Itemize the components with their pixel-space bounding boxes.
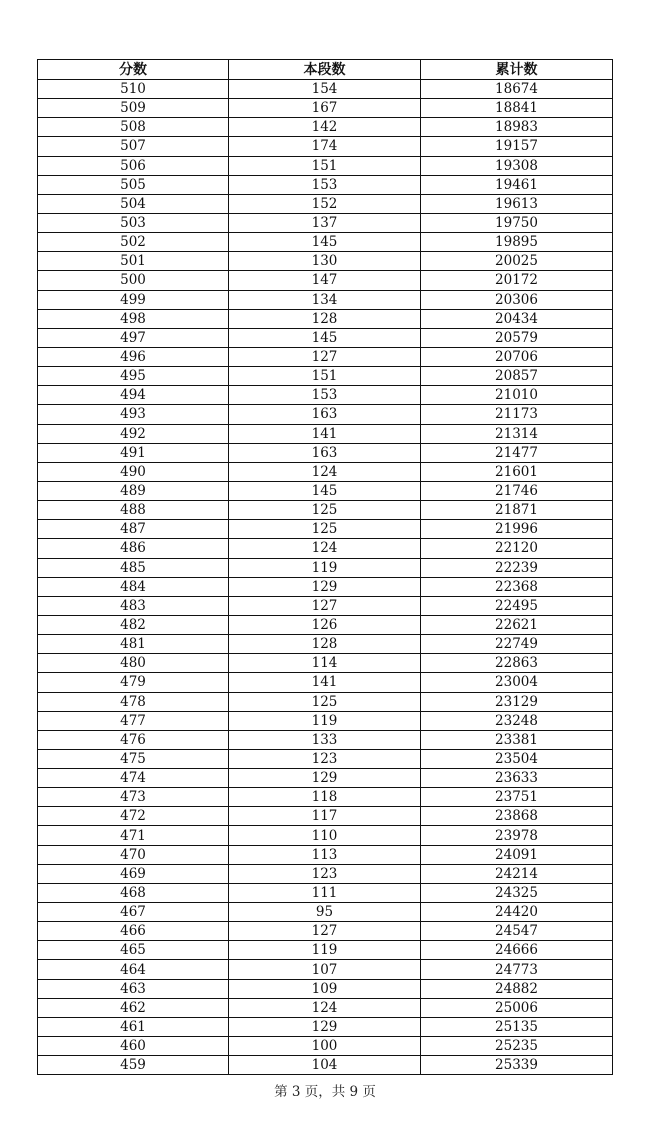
table-row [38, 462, 613, 481]
score-cell: 500 [38, 271, 229, 290]
score-cell: 461 [38, 1017, 229, 1036]
score-cell: 498 [38, 309, 229, 328]
segment-count-cell: 141 [229, 673, 421, 692]
table-row [38, 328, 613, 347]
table-row [38, 137, 613, 156]
score-cell: 486 [38, 539, 229, 558]
score-cell: 465 [38, 941, 229, 960]
score-cell: 497 [38, 328, 229, 347]
score-cell: 467 [38, 903, 229, 922]
segment-count-cell: 124 [229, 539, 421, 558]
cumulative-count-cell: 22863 [421, 654, 613, 673]
segment-count-cell: 119 [229, 941, 421, 960]
segment-count-cell: 114 [229, 654, 421, 673]
segment-count-cell: 163 [229, 405, 421, 424]
segment-count-cell: 123 [229, 864, 421, 883]
score-cell: 483 [38, 596, 229, 615]
cumulative-count-cell: 24882 [421, 979, 613, 998]
header-segment-count: 本段数 [229, 60, 421, 80]
cumulative-count-cell: 20434 [421, 309, 613, 328]
segment-count-cell: 129 [229, 577, 421, 596]
segment-count-cell: 119 [229, 711, 421, 730]
table-row [38, 769, 613, 788]
cumulative-count-cell: 21996 [421, 520, 613, 539]
cumulative-count-cell: 23504 [421, 749, 613, 768]
table-row [38, 386, 613, 405]
cumulative-count-cell: 21871 [421, 501, 613, 520]
score-cell: 475 [38, 749, 229, 768]
cumulative-count-cell: 24547 [421, 922, 613, 941]
score-cell: 477 [38, 711, 229, 730]
segment-count-cell: 128 [229, 309, 421, 328]
segment-count-cell: 113 [229, 845, 421, 864]
table-row [38, 424, 613, 443]
cumulative-count-cell: 21173 [421, 405, 613, 424]
table-row [38, 788, 613, 807]
score-cell: 492 [38, 424, 229, 443]
segment-count-cell: 129 [229, 1017, 421, 1036]
score-cell: 472 [38, 807, 229, 826]
segment-count-cell: 167 [229, 99, 421, 118]
score-cell: 499 [38, 290, 229, 309]
segment-count-cell: 133 [229, 730, 421, 749]
segment-count-cell: 127 [229, 922, 421, 941]
table-row [38, 290, 613, 309]
cumulative-count-cell: 19613 [421, 194, 613, 213]
score-cell: 506 [38, 156, 229, 175]
cumulative-count-cell: 25006 [421, 998, 613, 1017]
score-cell: 491 [38, 443, 229, 462]
cumulative-count-cell: 19308 [421, 156, 613, 175]
cumulative-count-cell: 24214 [421, 864, 613, 883]
cumulative-count-cell: 19895 [421, 233, 613, 252]
score-cell: 493 [38, 405, 229, 424]
cumulative-count-cell: 21601 [421, 462, 613, 481]
cumulative-count-cell: 23868 [421, 807, 613, 826]
table-row [38, 807, 613, 826]
score-cell: 469 [38, 864, 229, 883]
cumulative-count-cell: 25339 [421, 1056, 613, 1075]
score-cell: 481 [38, 635, 229, 654]
cumulative-count-cell: 22749 [421, 635, 613, 654]
segment-count-cell: 145 [229, 328, 421, 347]
table-row [38, 941, 613, 960]
table-row [38, 558, 613, 577]
table-row [38, 998, 613, 1017]
cumulative-count-cell: 23129 [421, 692, 613, 711]
segment-count-cell: 117 [229, 807, 421, 826]
score-cell: 489 [38, 481, 229, 500]
table-row [38, 922, 613, 941]
table-row [38, 577, 613, 596]
table-row [38, 615, 613, 634]
cumulative-count-cell: 22368 [421, 577, 613, 596]
segment-count-cell: 128 [229, 635, 421, 654]
cumulative-count-cell: 24420 [421, 903, 613, 922]
page-footer: 第 3 页，共 9 页 [274, 1084, 376, 1100]
cumulative-count-cell: 20579 [421, 328, 613, 347]
table-row [38, 118, 613, 137]
table-row [38, 213, 613, 232]
header-cumulative-count: 累计数 [421, 60, 613, 80]
table-row [38, 903, 613, 922]
cumulative-count-cell: 25235 [421, 1037, 613, 1056]
segment-count-cell: 145 [229, 233, 421, 252]
score-cell: 494 [38, 386, 229, 405]
segment-count-cell: 107 [229, 960, 421, 979]
segment-count-cell: 137 [229, 213, 421, 232]
table-row [38, 1037, 613, 1056]
segment-count-cell: 125 [229, 501, 421, 520]
table-row [38, 175, 613, 194]
score-cell: 480 [38, 654, 229, 673]
cumulative-count-cell: 20306 [421, 290, 613, 309]
segment-count-cell: 110 [229, 826, 421, 845]
score-cell: 478 [38, 692, 229, 711]
segment-count-cell: 154 [229, 80, 421, 99]
segment-count-cell: 123 [229, 749, 421, 768]
segment-count-cell: 151 [229, 367, 421, 386]
cumulative-count-cell: 23248 [421, 711, 613, 730]
segment-count-cell: 95 [229, 903, 421, 922]
segment-count-cell: 134 [229, 290, 421, 309]
cumulative-count-cell: 24773 [421, 960, 613, 979]
table-row [38, 347, 613, 366]
table-row [38, 979, 613, 998]
table-row [38, 405, 613, 424]
score-cell: 474 [38, 769, 229, 788]
segment-count-cell: 142 [229, 118, 421, 137]
table-row [38, 501, 613, 520]
score-cell: 479 [38, 673, 229, 692]
cumulative-count-cell: 22120 [421, 539, 613, 558]
table-row [38, 692, 613, 711]
cumulative-count-cell: 19461 [421, 175, 613, 194]
cumulative-count-cell: 24325 [421, 883, 613, 902]
segment-count-cell: 100 [229, 1037, 421, 1056]
score-cell: 502 [38, 233, 229, 252]
segment-count-cell: 153 [229, 386, 421, 405]
score-cell: 470 [38, 845, 229, 864]
score-cell: 504 [38, 194, 229, 213]
score-cell: 464 [38, 960, 229, 979]
segment-count-cell: 104 [229, 1056, 421, 1075]
segment-count-cell: 109 [229, 979, 421, 998]
table-row [38, 233, 613, 252]
cumulative-count-cell: 24666 [421, 941, 613, 960]
score-cell: 463 [38, 979, 229, 998]
cumulative-count-cell: 20025 [421, 252, 613, 271]
segment-count-cell: 174 [229, 137, 421, 156]
score-distribution-table [37, 59, 613, 1075]
cumulative-count-cell: 25135 [421, 1017, 613, 1036]
table-row [38, 749, 613, 768]
segment-count-cell: 126 [229, 615, 421, 634]
table-row [38, 194, 613, 213]
cumulative-count-cell: 18841 [421, 99, 613, 118]
segment-count-cell: 141 [229, 424, 421, 443]
segment-count-cell: 153 [229, 175, 421, 194]
table-row [38, 635, 613, 654]
score-cell: 496 [38, 347, 229, 366]
header-score: 分数 [38, 60, 229, 80]
score-cell: 462 [38, 998, 229, 1017]
cumulative-count-cell: 23004 [421, 673, 613, 692]
segment-count-cell: 127 [229, 347, 421, 366]
segment-count-cell: 147 [229, 271, 421, 290]
score-cell: 468 [38, 883, 229, 902]
table-row [38, 443, 613, 462]
score-cell: 473 [38, 788, 229, 807]
score-cell: 509 [38, 99, 229, 118]
score-cell: 459 [38, 1056, 229, 1075]
table-row [38, 1056, 613, 1075]
score-cell: 501 [38, 252, 229, 271]
table-row [38, 960, 613, 979]
segment-count-cell: 151 [229, 156, 421, 175]
table-row [38, 826, 613, 845]
score-cell: 507 [38, 137, 229, 156]
score-cell: 484 [38, 577, 229, 596]
table-row [38, 156, 613, 175]
score-cell: 488 [38, 501, 229, 520]
cumulative-count-cell: 19157 [421, 137, 613, 156]
table-header-row [38, 60, 613, 80]
cumulative-count-cell: 19750 [421, 213, 613, 232]
segment-count-cell: 129 [229, 769, 421, 788]
cumulative-count-cell: 21746 [421, 481, 613, 500]
cumulative-count-cell: 20172 [421, 271, 613, 290]
segment-count-cell: 124 [229, 462, 421, 481]
table-row [38, 730, 613, 749]
segment-count-cell: 111 [229, 883, 421, 902]
segment-count-cell: 125 [229, 692, 421, 711]
cumulative-count-cell: 18983 [421, 118, 613, 137]
segment-count-cell: 130 [229, 252, 421, 271]
cumulative-count-cell: 18674 [421, 80, 613, 99]
table-row [38, 1017, 613, 1036]
score-cell: 490 [38, 462, 229, 481]
cumulative-count-cell: 20706 [421, 347, 613, 366]
table-row [38, 99, 613, 118]
table-row [38, 673, 613, 692]
score-cell: 505 [38, 175, 229, 194]
table-row [38, 252, 613, 271]
cumulative-count-cell: 20857 [421, 367, 613, 386]
score-cell: 510 [38, 80, 229, 99]
segment-count-cell: 125 [229, 520, 421, 539]
table-row [38, 539, 613, 558]
cumulative-count-cell: 23633 [421, 769, 613, 788]
cumulative-count-cell: 23978 [421, 826, 613, 845]
segment-count-cell: 127 [229, 596, 421, 615]
cumulative-count-cell: 22239 [421, 558, 613, 577]
table-row [38, 883, 613, 902]
score-cell: 476 [38, 730, 229, 749]
table-row [38, 367, 613, 386]
table-body [38, 80, 613, 1075]
table-row [38, 654, 613, 673]
cumulative-count-cell: 21314 [421, 424, 613, 443]
table-row [38, 271, 613, 290]
score-cell: 460 [38, 1037, 229, 1056]
table-row [38, 520, 613, 539]
segment-count-cell: 163 [229, 443, 421, 462]
table-row [38, 845, 613, 864]
table-row [38, 864, 613, 883]
table-row [38, 309, 613, 328]
segment-count-cell: 119 [229, 558, 421, 577]
score-cell: 487 [38, 520, 229, 539]
table-row [38, 80, 613, 99]
score-cell: 485 [38, 558, 229, 577]
table-row [38, 711, 613, 730]
score-cell: 466 [38, 922, 229, 941]
score-cell: 482 [38, 615, 229, 634]
cumulative-count-cell: 23381 [421, 730, 613, 749]
score-cell: 508 [38, 118, 229, 137]
cumulative-count-cell: 22495 [421, 596, 613, 615]
score-cell: 495 [38, 367, 229, 386]
cumulative-count-cell: 23751 [421, 788, 613, 807]
cumulative-count-cell: 21477 [421, 443, 613, 462]
segment-count-cell: 118 [229, 788, 421, 807]
score-cell: 503 [38, 213, 229, 232]
cumulative-count-cell: 24091 [421, 845, 613, 864]
score-cell: 471 [38, 826, 229, 845]
table-row [38, 481, 613, 500]
segment-count-cell: 124 [229, 998, 421, 1017]
cumulative-count-cell: 22621 [421, 615, 613, 634]
segment-count-cell: 145 [229, 481, 421, 500]
table-row [38, 596, 613, 615]
segment-count-cell: 152 [229, 194, 421, 213]
cumulative-count-cell: 21010 [421, 386, 613, 405]
